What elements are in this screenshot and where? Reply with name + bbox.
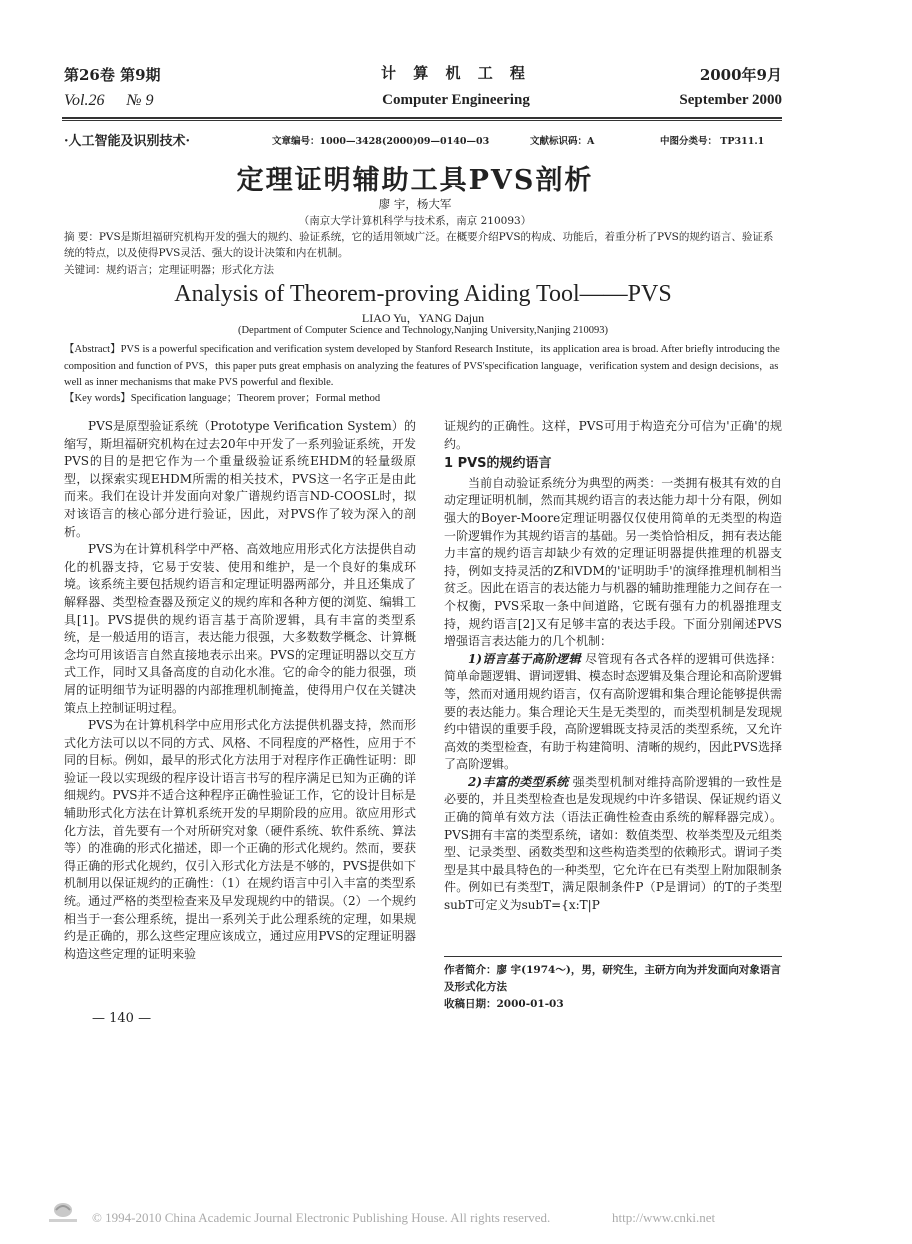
list-item <box>444 651 782 774</box>
journal-en: Computer Engineering <box>382 92 530 108</box>
right-column <box>444 418 782 915</box>
paragraph: 证规约的正确性。这样，PVS可用于构造充分可信为'正确'的规约。 <box>444 419 782 451</box>
authors-en: LIAO Yu，YANG Dajun <box>361 311 485 325</box>
issue-label: № 9 <box>126 92 154 109</box>
abstract-en: 【Abstract】PVS is a powerful specification and verification system developed by Stanford Research Institute，its application area is broad. After briefly introducing the composition and function of PVS，this paper puts great emphasis on analyzing the features of PVS'specification language，verification system and design decisions，as well as inner mechanisms that make PVS powerful and flexible. <box>64 344 780 388</box>
footnote-rule <box>444 956 782 957</box>
copyright-notice: © 1994-2010 China Academic Journal Electronic Publishing House. All rights reserved. <box>92 1210 551 1225</box>
section-heading: 1 PVS的规约语言 <box>444 456 552 472</box>
article-number: 文章编号：1000—3428(2000)09—0140—03 <box>272 136 490 147</box>
date-cn: 2000年9月 <box>699 66 782 84</box>
header-rule <box>62 117 782 119</box>
cnki-logo-icon <box>46 1200 80 1224</box>
section-label: ·人工智能及识别技术· <box>64 134 191 149</box>
document-code: 文献标识码：A <box>530 136 595 147</box>
keywords-cn: 关键词：规约语言；定理证明器；形式化方法 <box>64 264 274 276</box>
page-number: — 140 — <box>92 1011 152 1026</box>
list-item <box>444 774 782 915</box>
paragraph: PVS是原型验证系统（Prototype Verification System）的缩写，斯坦福研究机构在过去20年中开发了一系列验证系统，开发PVS的目的是把它作为一个重量级验证系统EHDM的轻量级原型，以探索实现EHDM所需的相关技术，PVS这一名字正是由此而来。我们在设计并发面向对象广谱规约语言ND-COOSL时，拟对该语言的核心部分进行验证，因此，对PVS作了较为深入的剖析。 <box>64 419 416 539</box>
title-cn: 定理证明辅助工具PVS剖析 <box>236 165 594 196</box>
paragraph: PVS为在计算机科学中应用形式化方法提供机器支持，然而形式化方法可以以不同的方式、风格、不同程度的严格性，应用于不同的目标。例如，最早的形式化方法用于对程序作正确性证明：即验证一段以实现级的程序设计语言书写的程序满足已知为正确的详细规约。PVS并不适合这种程序正确性验证工作，它的设计目标是辅助形式化方法在计算机系统开发的早期阶段的应用。欲应用形式化方法，首先要有一个对所研究对象（硬件系统、软件系统、算法等）的准确的形式化描述，即一个正确的形式化规约。然而，要获得正确的形式化规约，仅引入形式化方法是不够的，PVS提供如下机制用以保证规约的正确性：（1）在规约语言中引入丰富的类型系统。通过严格的类型检查来及早发现规约中的错误。（2）一个规约相当于一套公理系统，提出一系列关于此公理系统的定理，如果规约是正确的，那么这些定理应该成立，通过应用PVS的定理证明器构造这些定理的证明来验 <box>64 718 416 961</box>
authors-cn: 廖 宇，杨大军 <box>378 197 452 211</box>
keywords-en: 【Key words】Specification language；Theorem prover；Formal method <box>64 393 381 404</box>
affiliation-cn: （南京大学计算机科学与技术系，南京 210093） <box>298 215 532 227</box>
item-heading: 2)丰富的类型系统 <box>468 774 569 789</box>
title-en: Analysis of Theorem-proving Aiding Tool——PVS <box>174 281 672 307</box>
date-en: September 2000 <box>679 92 782 108</box>
abstract-cn: 摘 要：PVS是斯坦福研究机构开发的强大的规约、验证系统，它的适用领域广泛。在概要介绍PVS的构成、功能后，着重分析了PVS的规约语言、验证系统的特点，以及使得PVS灵活、强大的设计决策和内在机制。 <box>64 231 774 259</box>
affiliation-en: (Department of Computer Science and Technology,Nanjing University,Nanjing 210093) <box>237 325 609 336</box>
footer-url[interactable]: http://www.cnki.net <box>612 1210 716 1225</box>
item-body: 尽管现有各式各样的逻辑可供选择：简单命题逻辑、谓词逻辑、模态时态逻辑及集合理论和高阶逻辑等，然而对通用规约语言，仅有高阶逻辑和集合理论能够提供需要的表达能力。集合理论天生是无类型的，而类型机制是发现规约中错误的重要手段，高阶逻辑既支持灵活的类型系统，又允许高效的类型检查，有助于构建简明、清晰的规约，因此PVS选择了高阶逻辑。 <box>444 651 782 772</box>
author-bio: 作者简介：廖 宇(1974～)，男，研究生，主研方向为并发面向对象语言及形式化方法 <box>444 964 781 993</box>
paragraph: PVS为在计算机科学中严格、高效地应用形式化方法提供自动化的机器支持，它易于安装、使用和维护，是一个良好的集成环境。该系统主要包括规约语言和定理证明器两部分，并且还集成了解释器、类型检查器及预定义的规约库和各种方便的浏览、编辑工具[1]。PVS提供的规约语言基于高阶逻辑，具有丰富的类型系统，是一般适用的语言，表达能力很强，大多数数学概念、计算概念均可用该语言自然直接地表示出来。PVS的定理证明器以交互方式工作，同时又具备高度的自动化水准。它的命令的能力很强，琐屑的证明细节为证明器的内部推理机制掩盖，使得用户仅在关键决策点上控制证明过程。 <box>64 542 416 715</box>
left-column <box>64 418 416 963</box>
received-date: 收稿日期：2000-01-03 <box>444 998 564 1010</box>
classification-number: 中图分类号： TP311.1 <box>660 136 765 147</box>
volume-cn: 第26卷 第9期 <box>64 66 161 84</box>
footnote <box>444 962 782 1013</box>
journal-cn: 计 算 机 工 程 <box>381 64 531 82</box>
item-body: 强类型机制对维持高阶逻辑的一致性是必要的，并且类型检查也是发现规约中许多错误、保证规约语义正确的简单有效方法（语法正确性检查由系统的解释器完成）。PVS拥有丰富的类型系统，诸如：数值类型、枚举类型及元组类型、记录类型、函数类型和这些构造类型的依赖形式。谓词子类型是其中最具特色的一种类型，它允许在已有类型上附加限制条件。例如已有类型T，满足限制条件P（P是谓词）的T的子类型subT可定义为subT={x:T|P <box>444 774 782 913</box>
item-heading: 1)语言基于高阶逻辑 <box>468 651 581 666</box>
volume-label: Vol.26 <box>64 92 105 109</box>
header-rule-thin <box>62 120 782 121</box>
paragraph: 当前自动验证系统分为典型的两类：一类拥有极其有效的自动定理证明机制，然而其规约语言的表达能力却十分有限，例如强大的Boyer-Moore定理证明器仅仅使用简单的无类型的构造一阶逻辑作为其规约语言的基础。另一类恰恰相反，拥有表达能力丰富的规约语言却缺少有效的定理证明器提供推理的机器支持，例如支持灵活的Z和VDM的'证明助手'的演绎推理机制相当贫乏。因此在语言的表达能力与机器的辅助推理能力之间存在一个权衡，PVS采取一条中间道路，它既有强有力的机器推理支持，规约语言[2]又有足够丰富的表达手段。下面分别阐述PVS增强语言表达能力的几个机制： <box>444 475 782 649</box>
